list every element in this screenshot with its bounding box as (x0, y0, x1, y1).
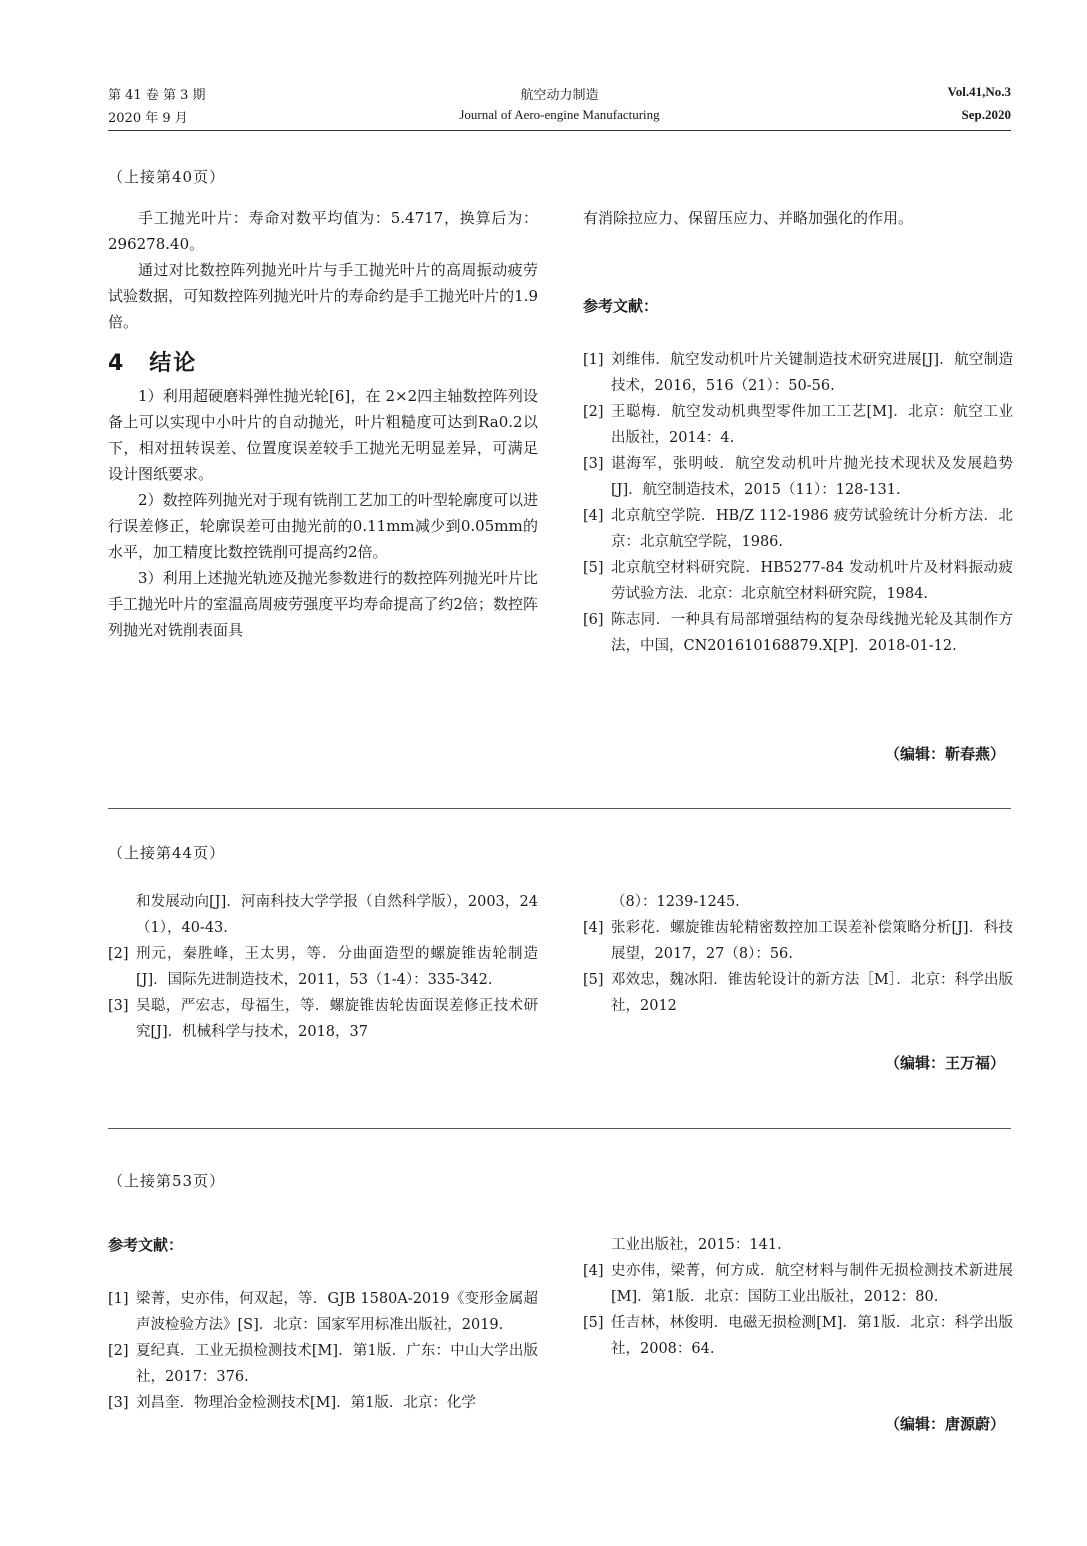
reference-item: [4] 史亦伟，梁菁，何方成．航空材料与制件无损检测技术新进展[M]．第1版．北京：国防工业出版社，2012：80. (583, 1263, 1013, 1305)
reference-item: [1] 刘维伟．航空发动机叶片关键制造技术研究进展[J]．航空制造技术，2016，516（21）：50-56. (583, 352, 1013, 394)
references-heading: 参考文献： (108, 1236, 184, 1254)
paragraph: 手工抛光叶片：寿命对数平均值为：5.4717，换算后为：296278.40。 (108, 209, 538, 253)
paragraph: 有消除拉应力、保留压应力、并略加强化的作用。 (583, 209, 914, 227)
volume-issue: 第 41 卷 第 3 期 (108, 88, 206, 103)
running-header (108, 84, 1011, 131)
reference-item: [3] 刘昌奎．物理冶金检测技术[M]．第1版．北京：化学 (108, 1395, 476, 1411)
reference-list (108, 1286, 538, 1416)
sec1-left-column (108, 205, 538, 643)
reference-item: [1] 梁菁，史亦伟，何双起，等．GJB 1580A-2019《变形金属超声波检验方法》[S]．北京：国家军用标准出版社，2019. (108, 1291, 538, 1333)
editor-credit: （编辑：靳春燕） (885, 745, 1006, 763)
paragraph: 1）利用超硬磨料弹性抛光轮[6]，在 2×2四主轴数控阵列设备上可以实现中小叶片的自动抛光，叶片粗糙度可达到Ra0.2以下，相对扭转误差、位置度误差较手工抛光无明显差异，可满足设计图纸要求。 (108, 387, 538, 483)
sec2-right-column (583, 889, 1013, 1019)
continued-from-40: （上接第40页） (108, 168, 226, 186)
continued-from-53: （上接第53页） (108, 1172, 226, 1190)
issue-date-cn: 2020 年 9 月 (108, 111, 188, 126)
journal-title-en: Journal of Aero-engine Manufacturing (459, 107, 660, 122)
reference-item: [6] 陈志同．一种具有局部增强结构的复杂母线抛光轮及其制作方法，中国，CN201610168879.X[P]．2018-01-12. (583, 612, 1013, 654)
references-heading: 参考文献： (583, 297, 659, 315)
reference-continuation: （8）：1239-1245. (611, 894, 740, 910)
reference-item: [5] 北京航空材料研究院．HB5277-84 发动机叶片及材料振动疲劳试验方法．北京：北京航空材料研究院，1984. (583, 560, 1013, 602)
paragraph: 3）利用上述抛光轨迹及抛光参数进行的数控阵列抛光叶片比手工抛光叶片的室温高周疲劳强度平均寿命提高了约2倍；数控阵列抛光对铣削表面具 (108, 569, 538, 639)
editor-credit: （编辑：唐源蔚） (885, 1415, 1006, 1433)
section-heading-conclusion: 4 结论 (108, 351, 198, 376)
issue-date-en: Sep.2020 (961, 107, 1011, 122)
reference-item: [3] 谌海军，张明岐．航空发动机叶片抛光技术现状及发展趋势[J]．航空制造技术，2015（11）：128-131. (583, 456, 1013, 498)
volume-en: Vol.41,No.3 (947, 84, 1011, 99)
reference-continuation: 和发展动向[J]．河南科技大学学报（自然科学版），2003，24（1），40-43. (136, 894, 538, 936)
reference-item: [2] 王聪梅．航空发动机典型零件加工工艺[M]．北京：航空工业出版社，2014：4. (583, 404, 1013, 446)
reference-continuation: 工业出版社，2015：141. (611, 1237, 782, 1253)
reference-item: [3] 吴聪，严宏志，母福生，等．螺旋锥齿轮齿面误差修正技术研究[J]．机械科学与技术，2018，37 (108, 998, 538, 1040)
sec2-left-column (108, 889, 538, 1045)
sec3-left-column (108, 1232, 538, 1416)
paragraph: 2）数控阵列抛光对于现有铣削工艺加工的叶型轮廓度可以进行误差修正，轮廓误差可由抛光前的0.11mm减少到0.05mm的水平，加工精度比数控铣削可提高约2倍。 (108, 491, 538, 561)
reference-item: [2] 夏纪真．工业无损检测技术[M]．第1版．广东：中山大学出版社，2017：376. (108, 1343, 538, 1385)
paragraph: 通过对比数控阵列抛光叶片与手工抛光叶片的高周振动疲劳试验数据，可知数控阵列抛光叶片的寿命约是手工抛光叶片的1.9倍。 (108, 261, 538, 331)
section-divider (108, 1128, 1011, 1129)
continued-from-44: （上接第44页） (108, 844, 226, 862)
reference-item: [5] 邓效忠，魏冰阳．锥齿轮设计的新方法［M］．北京：科学出版社，2012 (583, 972, 1013, 1014)
reference-item: [2] 刑元，秦胜峰，王太男，等．分曲面造型的螺旋锥齿轮制造[J]．国际先进制造技术，2011，53（1-4）：335-342. (108, 946, 538, 988)
reference-item: [5] 任吉林，林俊明．电磁无损检测[M]．第1版．北京：科学出版社，2008：64. (583, 1315, 1013, 1357)
sec1-right-column (583, 205, 1013, 659)
reference-list (583, 347, 1013, 659)
reference-item: [4] 北京航空学院．HB/Z 112-1986 疲劳试验统计分析方法．北京：北京航空学院，1986. (583, 508, 1013, 550)
reference-item: [4] 张彩花．螺旋锥齿轮精密数控加工误差补偿策略分析[J]．科技展望，2017，27（8）：56. (583, 920, 1013, 962)
editor-credit: （编辑：王万福） (885, 1054, 1006, 1072)
sec3-right-column (583, 1232, 1013, 1362)
section-divider (108, 808, 1011, 809)
journal-title-cn: 航空动力制造 (520, 88, 599, 103)
